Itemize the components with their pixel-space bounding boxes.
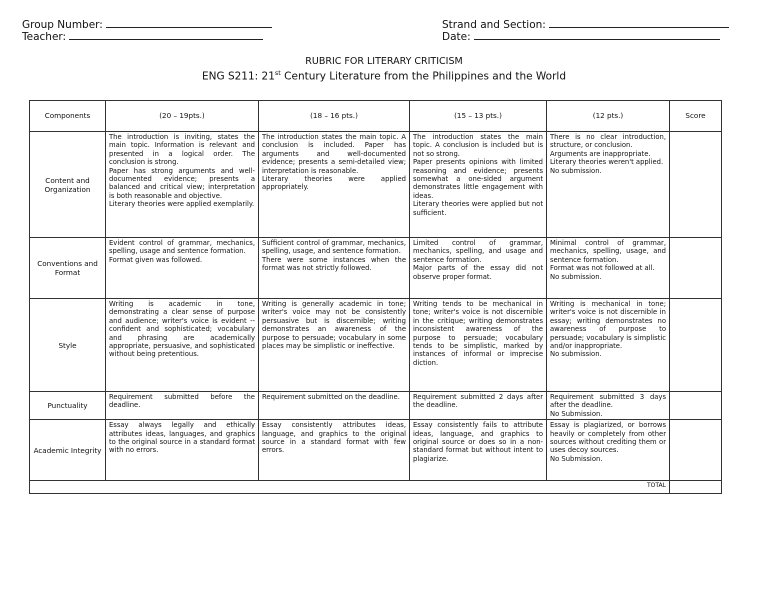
criteria-text: No submission.	[550, 272, 602, 281]
criteria-text: Sufficient control of grammar, mechanics, spelling, usage, and sentence formation.	[262, 239, 406, 256]
criteria-text: Format given was followed.	[109, 255, 203, 264]
header-components: Components	[30, 101, 106, 132]
score-cell	[670, 299, 722, 392]
component-label: Conventions and Format	[30, 238, 106, 299]
criteria-cell	[106, 238, 259, 299]
criteria-text: No Submission.	[550, 409, 603, 418]
criteria-text: No submission.	[550, 166, 602, 175]
criteria-cell	[410, 238, 547, 299]
row-style	[30, 299, 722, 392]
criteria-text: Essay always legally and ethically attributes ideas, languages, and graphics to the original source in a standard format with no errors.	[109, 421, 255, 455]
group-number-label: Group Number:	[22, 19, 103, 31]
criteria-text: Writing tends to be mechanical in tone; writer's voice is not discernible in the critique; writing demonstrates inconsistent awareness of the purpose to persuade; vocabulary tends to be simplistic, marked by instances of informal or imprecise diction.	[413, 300, 543, 367]
criteria-text: No Submission.	[550, 454, 603, 463]
score-cell	[670, 132, 722, 238]
score-cell	[670, 420, 722, 481]
row-punctuality	[30, 392, 722, 420]
criteria-text: Format was not followed at all.	[550, 264, 655, 273]
criteria-text: Arguments are inappropriate.	[550, 149, 651, 158]
criteria-text: Literary theories were applied exemplarily.	[109, 200, 255, 209]
criteria-text: Writing is academic in tone, demonstrating a clear sense of purpose and audience; writer's voice is evident -- confident and sophisticated; vocabulary and phrasing are academically appropriate, persuasive, and sophisticated without being pretentious.	[109, 300, 255, 359]
criteria-cell	[106, 299, 259, 392]
total-score-cell	[670, 481, 722, 494]
criteria-text: Essay consistently fails to attribute ideas, language, and graphics to original source or does so in a non-standard format but without intent to plagiarize.	[413, 421, 543, 463]
header-18-16: (18 – 16 pts.)	[259, 101, 410, 132]
score-cell	[670, 238, 722, 299]
date-label: Date:	[442, 31, 471, 43]
criteria-cell	[547, 132, 670, 238]
criteria-cell	[106, 132, 259, 238]
criteria-cell	[410, 420, 547, 481]
teacher-label: Teacher:	[22, 31, 67, 43]
criteria-text: Writing is mechanical in tone; writer's voice is not discernible in essay; writing demonstrates no awareness of purpose to persuade; vocabulary is simplistic and/or inappropriate.	[550, 300, 666, 351]
criteria-text: Limited control of grammar, mechanics, spelling, and usage and sentence formation.	[413, 239, 543, 264]
criteria-text: Requirement submitted before the deadline.	[109, 393, 255, 410]
criteria-cell	[410, 299, 547, 392]
criteria-text: Writing is generally academic in tone; writer's voice may not be consistently persuasive but is discernible; writing demonstrates an awareness of the purpose to persuade; vocabulary in some places may be simplistic or ineffective.	[262, 300, 406, 351]
criteria-cell	[106, 420, 259, 481]
row-conventions-format	[30, 238, 722, 299]
teacher-field	[22, 29, 263, 44]
criteria-text: Requirement submitted 3 days after the deadline.	[550, 393, 666, 410]
criteria-text: There is no clear introduction, structure, or conclusion.	[550, 133, 666, 150]
criteria-cell	[547, 420, 670, 481]
criteria-text: The introduction states the main topic. A conclusion is included but is not so strong.	[413, 133, 543, 158]
criteria-text: Literary theories weren't applied.	[550, 158, 664, 167]
criteria-text: The introduction states the main topic. A conclusion is included. Paper has arguments and well-documented evidence; presents a semi-detailed view; interpretation is reasonable.	[262, 133, 406, 175]
criteria-text: Paper has strong arguments and well-documented evidence; presents a balanced and critical view; interpretation is both reasonable and objective.	[109, 166, 255, 200]
date-field	[442, 29, 720, 44]
criteria-cell	[106, 392, 259, 420]
criteria-text: There were some instances when the format was not strictly followed.	[262, 255, 406, 273]
course-title-suffix: Century Literature from the Philippines and the World	[280, 70, 567, 83]
criteria-cell	[547, 299, 670, 392]
component-label: Content and Organization	[30, 132, 106, 238]
criteria-text: Essay is plagiarized, or borrows heavily or completely from other sources without crediting them or uses decoy sources.	[550, 421, 666, 455]
criteria-cell	[410, 392, 547, 420]
course-title-prefix: ENG S211: 21	[201, 70, 275, 83]
header-20-19: (20 – 19pts.)	[106, 101, 259, 132]
row-academic-integrity	[30, 420, 722, 481]
criteria-text: Requirement submitted on the deadline.	[262, 393, 400, 401]
component-label: Academic Integrity	[30, 420, 106, 481]
criteria-cell	[259, 299, 410, 392]
criteria-cell	[259, 420, 410, 481]
criteria-cell	[259, 392, 410, 420]
header-15-13: (15 – 13 pts.)	[410, 101, 547, 132]
component-label: Style	[30, 299, 106, 392]
strand-section-label: Strand and Section:	[442, 19, 546, 31]
total-label: TOTAL	[30, 481, 670, 494]
criteria-text: Minimal control of grammar, mechanics, spelling, usage, and sentence formation.	[550, 239, 666, 264]
criteria-text: Major parts of the essay did not observe proper format.	[413, 264, 543, 281]
criteria-cell	[410, 132, 547, 238]
course-title	[0, 67, 768, 84]
row-content-organization	[30, 132, 722, 238]
criteria-text: Paper presents opinions with limited reasoning and evidence; presents somewhat a one-sided argument demonstrates little engagement with ideas.	[413, 158, 543, 200]
criteria-cell	[547, 392, 670, 420]
group-number-line	[106, 17, 272, 28]
score-cell	[670, 392, 722, 420]
criteria-text: The introduction is inviting, states the main topic. Information is relevant and presented in a logical order. The conclusion is strong.	[109, 133, 255, 167]
criteria-cell	[547, 238, 670, 299]
header-12: (12 pts.)	[547, 101, 670, 132]
teacher-line	[69, 29, 263, 40]
criteria-text: Literary theories were applied appropriately.	[262, 175, 406, 192]
criteria-text: Requirement submitted 2 days after the deadline.	[413, 393, 543, 410]
rubric-title: RUBRIC FOR LITERARY CRITICISM	[305, 56, 463, 67]
date-line	[474, 29, 720, 40]
component-label: Punctuality	[30, 392, 106, 420]
course-title-sup: st	[274, 69, 281, 77]
criteria-cell	[259, 238, 410, 299]
header-score: Score	[670, 101, 722, 132]
total-row	[30, 481, 722, 494]
criteria-cell	[259, 132, 410, 238]
criteria-text: Literary theories were applied but not sufficient.	[413, 200, 543, 217]
header-row	[30, 101, 722, 132]
criteria-text: Essay consistently attributes ideas, language, and graphics to the original source in a standard format with few errors.	[262, 421, 406, 455]
rubric-table	[29, 100, 722, 494]
criteria-text: Evident control of grammar, mechanics, spelling, usage and sentence formation.	[109, 239, 255, 256]
criteria-text: No submission.	[550, 350, 602, 359]
strand-section-line	[549, 17, 729, 28]
